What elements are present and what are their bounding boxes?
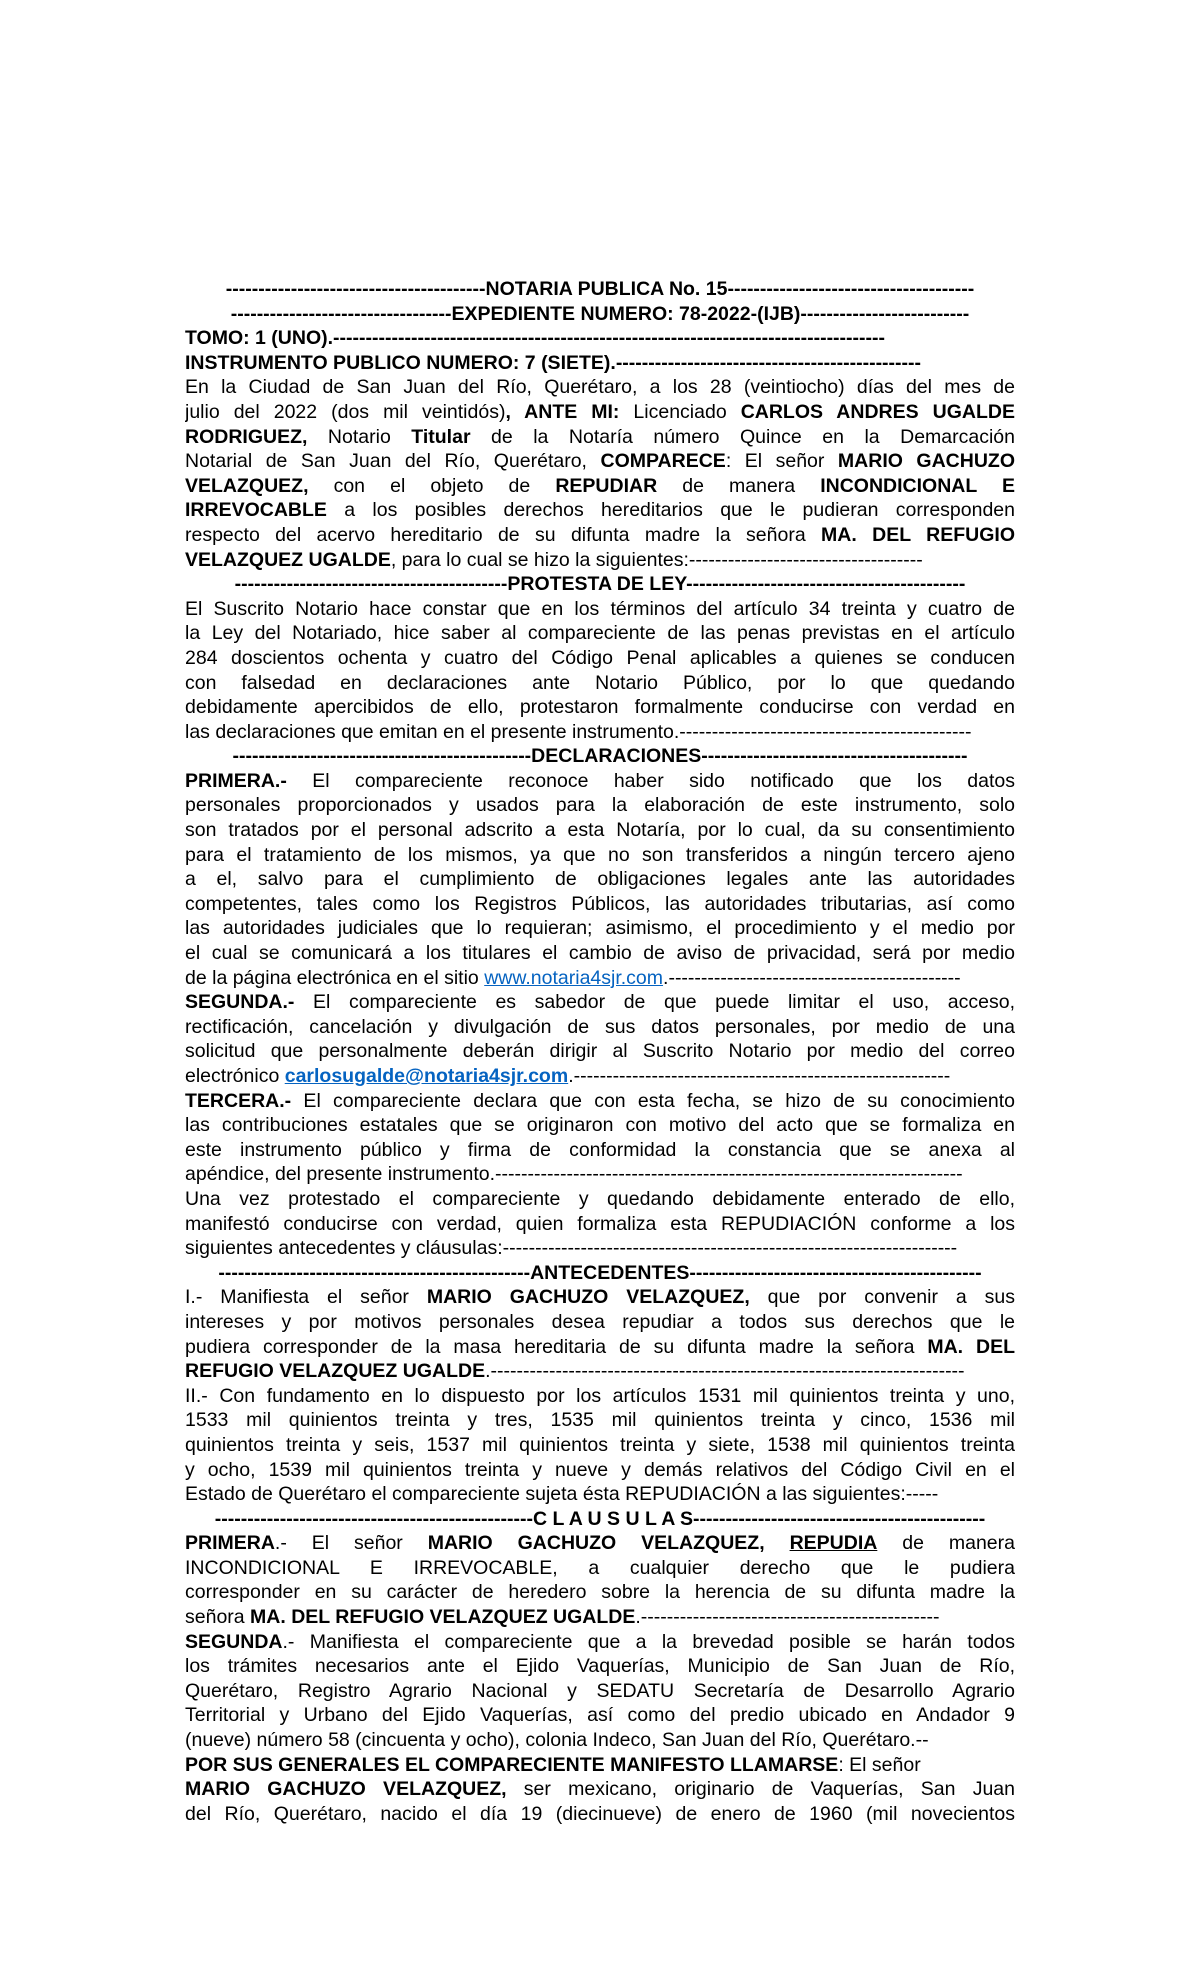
- document-text: El compareciente reconoce haber sido notificado que los datos: [286, 769, 1015, 792]
- document-text: de la Notaría número Quince en la Demarcación: [470, 425, 1015, 448]
- document-line: [185, 941, 1015, 966]
- document-text: TOMO: 1 (UNO).-------------------------------------------------------------------------------------: [185, 327, 886, 350]
- document-line: [185, 1408, 1015, 1433]
- document-line: [185, 1802, 1015, 1827]
- document-text: julio del 2022 (dos mil veintidós): [185, 400, 506, 423]
- document-line: [185, 498, 1015, 523]
- document-text: Territorial y Urbano del Ejido Vaquerías, así como del predio ubicado en Andador 9: [185, 1704, 1015, 1727]
- document-line: [185, 1753, 1015, 1778]
- document-text: el cual se comunicará a los titulares el cambio de aviso de privacidad, será por medio: [185, 942, 1015, 965]
- document-text: ------------------------------------------------ANTECEDENTES---------------------------------------------: [218, 1261, 982, 1284]
- document-line: [185, 1285, 1015, 1310]
- document-text: MARIO GACHUZO VELAZQUEZ,: [427, 1532, 765, 1555]
- document-line: [185, 1580, 1015, 1605]
- document-text: de manera: [657, 474, 821, 497]
- document-line: [185, 744, 1015, 769]
- document-line: [185, 351, 1015, 376]
- document-text: REPUDIAR: [555, 474, 658, 497]
- document-text: , para lo cual se hizo la siguientes:------------------------------------: [390, 548, 923, 571]
- document-text: SEGUNDA: [185, 1630, 283, 1653]
- notarial-document: [185, 277, 1015, 1826]
- document-text: electrónico: [185, 1065, 285, 1087]
- document-text: de manera: [877, 1532, 1015, 1555]
- document-text: VELAZQUEZ UGALDE: [185, 548, 391, 571]
- document-text: MA. DEL: [927, 1335, 1015, 1358]
- document-line: [185, 449, 1015, 474]
- document-line: [185, 1089, 1015, 1114]
- document-text: IRREVOCABLE: [185, 499, 327, 522]
- document-text: con el objeto de: [308, 474, 556, 497]
- document-text: COMPARECE: [600, 450, 726, 473]
- document-line: [185, 646, 1015, 671]
- document-link[interactable]: www.notaria4sjr.com: [484, 966, 664, 989]
- document-line: [185, 1556, 1015, 1581]
- document-line: [185, 695, 1015, 720]
- document-line: [185, 1384, 1015, 1409]
- document-line: [185, 1482, 1015, 1507]
- document-text: .----------------------------------------------------------: [568, 1065, 951, 1087]
- document-line: [185, 1777, 1015, 1802]
- document-text: y ocho, 1539 mil quinientos treinta y nueve y demás relativos del Código Civil en el: [185, 1458, 1015, 1481]
- document-text: MA. DEL REFUGIO: [821, 523, 1015, 546]
- document-text: Titular: [411, 425, 471, 448]
- document-line: [185, 818, 1015, 843]
- document-text: El compareciente es sabedor de que puede limitar el uso, acceso,: [294, 991, 1015, 1014]
- document-text: POR SUS GENERALES EL COMPARECIENTE MANIFESTO LLAMARSE: [185, 1753, 839, 1776]
- document-text: INCONDICIONAL E: [820, 474, 1015, 497]
- document-line: [185, 1138, 1015, 1163]
- document-text: quinientos treinta y seis, 1537 mil quinientos treinta y siete, 1538 mil quinientos treinta: [185, 1433, 1015, 1456]
- document-line: [185, 1064, 1015, 1089]
- document-line: [185, 1187, 1015, 1212]
- document-line: [185, 1335, 1015, 1360]
- document-text: señora: [185, 1606, 251, 1629]
- document-text: MA. DEL REFUGIO VELAZQUEZ UGALDE: [250, 1606, 636, 1629]
- document-text: (nueve) número 58 (cincuenta y ocho), colonia Indeco, San Juan del Río, Querétaro.--: [185, 1729, 929, 1752]
- document-line: [185, 474, 1015, 499]
- document-text: apéndice, del presente instrumento.------------------------------------------------------------------------: [185, 1163, 963, 1186]
- document-text: los trámites necesarios ante el Ejido Vaquerías, Municipio de San Juan de Río,: [185, 1655, 1015, 1678]
- document-line: [185, 892, 1015, 917]
- document-line: [185, 572, 1015, 597]
- document-text: las declaraciones que emitan en el presente instrumento.---------------------------------------------: [185, 720, 972, 743]
- document-line: [185, 597, 1015, 622]
- document-text: II.- Con fundamento en lo dispuesto por los artículos 1531 mil quinientos treinta y uno,: [185, 1384, 1015, 1407]
- document-line: [185, 671, 1015, 696]
- document-link[interactable]: carlosugalde@notaria4sjr.com: [284, 1065, 569, 1087]
- document-text: de la página electrónica en el sitio: [185, 966, 485, 989]
- document-text: ------------------------------------------PROTESTA DE LEY-------------------------------------------: [234, 573, 966, 596]
- document-line: [185, 1212, 1015, 1237]
- document-text: -------------------------------------------------C L A U S U L A S---------------------------------------------: [214, 1507, 986, 1530]
- document-text: a el, salvo para el cumplimiento de obligaciones legales ante las autoridades: [185, 868, 1015, 891]
- document-text: INSTRUMENTO PUBLICO NUMERO: 7 (SIETE).-----------------------------------------------: [185, 351, 922, 374]
- document-line: [185, 400, 1015, 425]
- document-text: .-------------------------------------------------------------------------: [485, 1360, 965, 1383]
- document-text: Querétaro, Registro Agrario Nacional y SEDATU Secretaría de Desarrollo Agrario: [185, 1679, 1015, 1702]
- document-line: [185, 867, 1015, 892]
- document-line: [185, 966, 1015, 991]
- document-text: debidamente apercibidos de ello, protestaron formalmente conducirse con verdad en: [185, 696, 1015, 719]
- document-line: [185, 277, 1015, 302]
- document-line: [185, 1039, 1015, 1064]
- document-line: [185, 1359, 1015, 1384]
- document-line: [185, 326, 1015, 351]
- document-text: MARIO GACHUZO VELAZQUEZ,: [185, 1778, 507, 1801]
- document-text: El Suscrito Notario hace constar que en los términos del artículo 34 treinta y cuatro de: [185, 597, 1015, 620]
- document-line: [185, 548, 1015, 573]
- document-text: Estado de Querétaro el compareciente sujeta ésta REPUDIACIÓN a las siguientes:-----: [185, 1483, 939, 1506]
- document-text: Notario: [307, 425, 412, 448]
- document-text: .---------------------------------------------: [663, 966, 961, 989]
- document-line: [185, 1605, 1015, 1630]
- document-line: [185, 1162, 1015, 1187]
- document-text: REPUDIA: [789, 1532, 878, 1555]
- document-line: [185, 1728, 1015, 1753]
- document-text: las autoridades judiciales que lo requieran; asimismo, el procedimiento y el medio por: [185, 917, 1015, 940]
- document-line: [185, 720, 1015, 745]
- document-text: intereses y por motivos personales desea repudiar a todos sus derechos que le: [185, 1310, 1015, 1333]
- document-line: [185, 425, 1015, 450]
- document-line: [185, 1261, 1015, 1286]
- document-text: CARLOS ANDRES UGALDE: [740, 400, 1015, 423]
- document-text: SEGUNDA.-: [185, 991, 295, 1014]
- document-text: a los posibles derechos hereditarios que le pudieran corresponden: [326, 499, 1015, 522]
- document-text: INCONDICIONAL E IRREVOCABLE, a cualquier derecho que le pudiera: [185, 1556, 1015, 1579]
- document-text: manifestó conducirse con verdad, quien formaliza esta REPUDIACIÓN conforme a los: [185, 1212, 1015, 1235]
- document-line: [185, 916, 1015, 941]
- document-text: del Río, Querétaro, nacido el día 19 (diecinueve) de enero de 1960 (mil novecientos: [185, 1802, 1015, 1825]
- document-text: El compareciente declara que con esta fecha, se hizo de su conocimiento: [291, 1089, 1015, 1112]
- document-text: ser mexicano, originario de Vaquerías, San Juan: [506, 1778, 1015, 1801]
- document-text: REFUGIO VELAZQUEZ UGALDE: [185, 1360, 486, 1383]
- document-text: solicitud que personalmente deberán dirigir al Suscrito Notario por medio del correo: [185, 1040, 1015, 1063]
- document-line: [185, 1015, 1015, 1040]
- document-text: .- Manifiesta el compareciente que a la brevedad posible se harán todos: [282, 1630, 1015, 1653]
- document-text: ----------------------------------------NOTARIA PUBLICA No. 15--------------------------------------: [225, 278, 975, 300]
- document-text: MARIO GACHUZO: [837, 450, 1015, 473]
- document-text: pudiera corresponder de la masa hereditaria de su difunta madre la señora: [185, 1335, 928, 1358]
- document-line: [185, 1310, 1015, 1335]
- document-text: personales proporcionados y usados para la elaboración de este instrumento, solo: [185, 794, 1015, 817]
- document-line: [185, 769, 1015, 794]
- document-text: con falsedad en declaraciones ante Notario Público, por lo que quedando: [185, 671, 1015, 694]
- document-text: las contribuciones estatales que se originaron con motivo del acto que se formaliza en: [185, 1114, 1015, 1137]
- document-line: [185, 1654, 1015, 1679]
- document-text: siguientes antecedentes y cláusulas:----------------------------------------------------------------------: [185, 1237, 958, 1260]
- document-text: MARIO GACHUZO VELAZQUEZ,: [426, 1286, 750, 1309]
- document-text: , ANTE MI:: [505, 400, 620, 423]
- document-line: [185, 523, 1015, 548]
- document-text: RODRIGUEZ,: [185, 425, 308, 448]
- document-line: [185, 1507, 1015, 1532]
- document-line: [185, 375, 1015, 400]
- document-text: respecto del acervo hereditario de su difunta madre la señora: [185, 523, 822, 546]
- document-text: para el tratamiento de los mismos, ya que no son transferidos a ningún tercero ajeno: [185, 843, 1015, 866]
- document-text: TERCERA.-: [185, 1089, 292, 1112]
- document-text: 1533 mil quinientos treinta y tres, 1535 mil quinientos treinta y cinco, 1536 mil: [185, 1409, 1015, 1432]
- document-text: corresponder en su carácter de heredero sobre la herencia de su difunta madre la: [185, 1581, 1015, 1604]
- document-text: .- El señor: [274, 1532, 428, 1555]
- document-text: que por convenir a sus: [749, 1286, 1015, 1309]
- document-text: 284 doscientos ochenta y cuatro del Código Penal aplicables a quienes se conducen: [185, 646, 1015, 669]
- document-text: En la Ciudad de San Juan del Río, Querétaro, a los 28 (veintiocho) días del mes de: [185, 376, 1015, 399]
- document-text: [765, 1532, 790, 1554]
- document-line: [185, 1236, 1015, 1261]
- document-text: ----------------------------------EXPEDIENTE NUMERO: 78-2022-(IJB)--------------------------: [230, 302, 970, 325]
- document-text: .----------------------------------------------: [635, 1606, 940, 1629]
- document-text: Licenciado: [619, 400, 741, 423]
- document-line: [185, 1703, 1015, 1728]
- document-text: I.- Manifiesta el señor: [185, 1286, 427, 1309]
- document-line: [185, 1679, 1015, 1704]
- document-text: : El señor: [838, 1753, 921, 1776]
- document-line: [185, 1458, 1015, 1483]
- document-text: PRIMERA.-: [185, 769, 287, 792]
- document-line: [185, 843, 1015, 868]
- document-text: este instrumento público y firma de conformidad la constancia que se anexa al: [185, 1138, 1015, 1161]
- document-line: [185, 990, 1015, 1015]
- document-line: [185, 302, 1015, 327]
- document-text: Notarial de San Juan del Río, Querétaro,: [185, 450, 601, 473]
- document-text: rectificación, cancelación y divulgación de sus datos personales, por medio de una: [185, 1015, 1015, 1038]
- document-text: VELAZQUEZ,: [185, 474, 309, 497]
- document-line: [185, 1630, 1015, 1655]
- document-line: [185, 793, 1015, 818]
- document-line: [185, 1433, 1015, 1458]
- document-text: Una vez protestado el compareciente y quedando debidamente enterado de ello,: [185, 1187, 1015, 1210]
- document-text: competentes, tales como los Registros Públicos, las autoridades tributarias, así como: [185, 892, 1015, 915]
- document-line: [185, 1531, 1015, 1556]
- document-text: son tratados por el personal adscrito a esta Notaría, por lo cual, da su consentimiento: [185, 819, 1015, 842]
- document-text: : El señor: [725, 450, 838, 473]
- document-text: PRIMERA: [185, 1532, 275, 1555]
- document-line: [185, 1113, 1015, 1138]
- document-line: [185, 621, 1015, 646]
- document-text: ----------------------------------------------DECLARACIONES-----------------------------------------: [232, 745, 968, 768]
- document-text: la Ley del Notariado, hice saber al compareciente de las penas previstas en el artículo: [185, 622, 1015, 645]
